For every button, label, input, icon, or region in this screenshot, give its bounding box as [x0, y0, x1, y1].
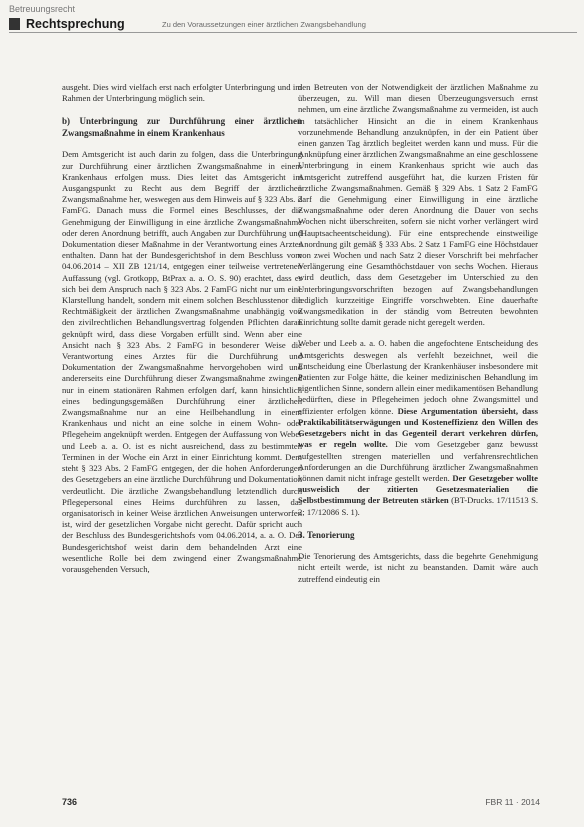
header-marker [9, 18, 20, 30]
right-paragraph-2c: Die vom Gesetzgeber ganz bewusst aufgestellten strengen materiellen und verfahrensrechtlichen Anforderungen an die Durchführung ärztlicher Zwangsmaßnahmen können damit nicht infrage gestellt werden. [298, 439, 539, 483]
header-title: Rechtsprechung [26, 17, 125, 31]
left-paragraph-2: Dem Amtsgericht ist auch darin zu folgen, dass die Unterbringung zur Durchführung einer ärztlichen Zwangsmaßnahme in einem Krankenhaus erfolgen muss. Dies leitet das Amtsgericht im Ausgangspunkt zu Recht aus dem Begriff der ärztlichen Zwangsmaßnahme her, weswegen aus dem Hinweis auf § 323 Abs. 2 FamFG. Danach muss die Formel eines Beschlusses, der die Genehmigung der Einwilligung in eine ärztliche Zwangsmaßnahme oder deren Anordnung betrifft, auch Angaben zur Durchführung und Dokumentation dieser Maßnahme in der Verantwortung eines Arztes enthalten. Dann hat der Bundesgerichtshof in dem Beschluss vom 04.06.2014 – XII ZB 121/14, entgegen einer teilweise vertretenen Auffassung (vgl. Grotkopp, BtPrax a. a. O. S. 90) erachtet, dass es sich bei dem Anspruch nach § 323 Abs. 2 FamFG nicht nur um eine Klarstellung handelt, sondern mit einem solchen Beschlusstenor die Rechtmäßigkeit der ärztlichen Zwangsmaßnahme unabhängig von den zivilrechtlichen Behandlungsvertrag folgenden Pflichten daran geknüpft wird, dass diese Vorgaben erfüllt sind. Wenn aber eine Ansicht nach § 323 Abs. 2 FamFG in besonderer Weise die Verantwortung eines Arztes für die Durchführung und Dokumentation der Zwangsmaßnahme hervorgehoben wird und andererseits eine Durchführung dieser Zwangsmaßnahme zwingend nur in einem stationären Rahmen erfolgen darf, kann hinsichtlich eines bedingungsgemäßen Durchführung einer ärztlichen Zwangsmaßnahme nur an eine Heilbehandlung in einem Krankenhaus und nicht an eine solche in einem Wohn- oder Pflegeheim angeknüpft werden. Entgegen der Auffassung von Weber und Leeb a. a. O. ist es nicht ausreichend, dass zu bestimmten Terminen in der Woche ein Arzt in einer Einrichtung kommt. Dem steht § 323 Abs. 2 FamFG entgegen, der die hohen Anforderungen des Gesetzgebers an eine ärztliche Durchführung und Dokumentation verdeutlicht. Die ärztliche Zwangsbehandlung letztendlich durch Pflegepersonal eines Heims durchführen zu lassen, das organisatorisch in keiner Weise ärztlichen Anweisungen unterworfen ist, wird der gesetzlichen Vorgabe nicht gerecht. Dafür spricht auch der Beschluss des Bundesgerichtshofs vom 04.06.2014, a. a. O. Der Bundesgerichtshof weist darin dem behandelnden Arzt eine wesentliche Rolle bei dem zwingend einer Zwangsmaßnahme vorausgehenden Versuch, [62, 149, 302, 574]
page-number: 736 [62, 797, 78, 807]
right-paragraph-2d-bold: Der Gesetzgeber wollte ausweislich der zitierten Gesetzesmaterialien die Selbstbestimmung der Betreuten stärken [298, 472, 538, 506]
right-paragraph-2a: Weber und Leeb a. a. O. haben die angefochtene Entscheidung des Amtsgerichts deswegen als verfehlt bezeichnet, weil die Entscheidung eine Überlastung der Krankenhäuser insbesondere mit Patienten zur Folge hätte, die keiner medizinischen Behandlung im eigentlichen Sinne, sondern allein einer medikamentösen Behandlung bedürften, diese in Pflegeheimen jedoch ohne Zwangsmittel und effizienter erfolgen könne. [298, 338, 538, 416]
right-column [298, 82, 538, 595]
right-paragraph-2 [298, 338, 538, 517]
section-label: Betreuungsrecht [9, 4, 76, 14]
header-subtitle: Zu den Voraussetzungen einer ärztlichen Zwangsbehandlung [162, 20, 366, 29]
right-paragraph-1: den Betreuten von der Notwendigkeit der ärztlichen Maßnahme zu überzeugen, zu. Will man diesen Überzeugungsversuch ernst nehmen, um eine ärztliche Zwangsmaßnahme zu vermeiden, ist auch in tatsächlicher Hinsicht an die in einem Krankenhaus vorzunehmende Behandlung anzuknüpfen, in der ein Patient über einen ganzen Tag ärztlich begleitet werden kann und muss. Für die Anknüpfung einer ärztlichen Zwangsmaßnahme an eine geschlossene Unterbringung in einem Krankenhaus spricht wie auch das Amtsgericht zutreffend ausgeführt hat, die kurzen Fristen für ärztliche Zwangsmaßnahmen. Gemäß § 329 Abs. 1 Satz 2 FamFG darf die Genehmigung einer Einwilligung in eine ärztliche Zwangsmaßnahme oder deren Anordnung die Dauer von sechs Wochen nicht überschreiten, sofern sie nicht vorher verlängert wird (Hauptsacheentscheidung). Für eine entsprechende einstweilige Anordnung gilt gemäß § 333 Abs. 2 Satz 1 FamFG eine Höchstdauer von zwei Wochen und nach Satz 2 dieser Vorschrift bei mehrfacher Verlängerung eine Gesamthöchstdauer von sechs Wochen. Hieraus wird deutlich, dass dem Gesetzgeber im Unterschied zu den Unterbringungsvorschriften bezogen auf Zwangsbehandlungen lediglich kurzzeitige Eingriffe vorschwebten. Eine dauerhafte Zwangsmedikation in der ständig vom Betreuten bewohnten Einrichtung sollte damit gerade nicht geregelt werden. [298, 82, 538, 328]
right-paragraph-3: Die Tenorierung des Amtsgerichts, dass die begehrte Genehmigung nicht erteilt werde, ist nicht zu beanstanden. Damit wäre auch zutreffend eindeutig ein [298, 551, 538, 584]
left-column [62, 82, 302, 585]
left-paragraph-1: ausgeht. Dies wird vielfach erst nach erfolgter Unterbringung und im Rahmen der Unterbringung möglich sein. [62, 82, 302, 104]
right-heading-3: 3. Tenorierung [298, 529, 355, 540]
journal-footer: FBR 11 · 2014 [485, 797, 540, 807]
left-heading-b: b) Unterbringung zur Durchführung einer ärztlichen Zwangsmaßnahme in einem Krankenhaus [62, 116, 302, 138]
right-paragraph-2b-bold: Diese Argumentation übersieht, dass Praktikabilitätserwägungen und Kosteneffizienz den Willen des Gesetzgebers nicht in das Gegenteil derart verkehren dürfen, was er regeln wollte. [298, 405, 538, 450]
right-paragraph-2e: (BT-Drucks. 17/11513 S. 2; 17/12086 S. 1). [298, 495, 538, 517]
